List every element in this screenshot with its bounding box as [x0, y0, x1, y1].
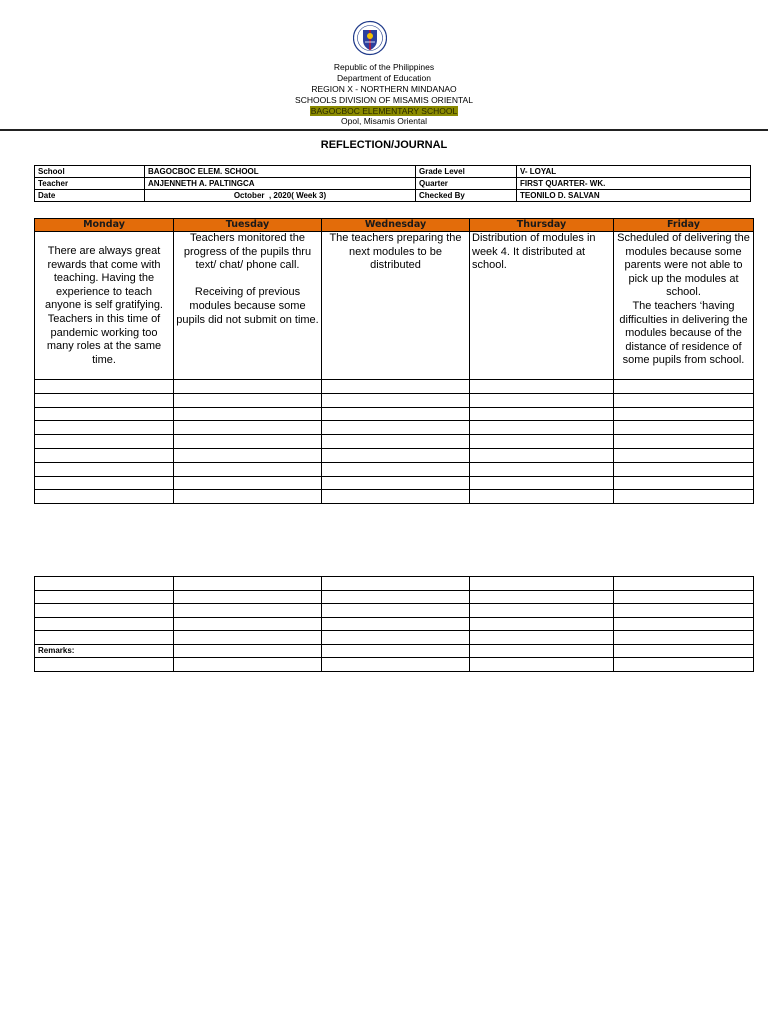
day-header-wednesday: Wednesday — [322, 219, 470, 232]
checked-by-value: TEONILO D. SALVAN — [517, 190, 751, 202]
entry-tuesday: Teachers monitored the progress of the pupils thru text/ chat/ phone call. Receiving of previous modules because some pupils did not submit on time. — [174, 232, 322, 380]
header-republic: Republic of the Philippines — [333, 62, 435, 72]
checked-by-label: Checked By — [416, 190, 517, 202]
remarks-label: Remarks: — [35, 644, 174, 658]
entry-wednesday: The teachers preparing the next modules to be distributed — [322, 232, 470, 380]
header-address: Opol, Misamis Oriental — [341, 116, 427, 126]
entry-thursday: Distribution of modules in week 4. It distributed at school. — [470, 232, 614, 380]
header-department: Department of Education — [336, 73, 432, 83]
header-divider — [0, 129, 768, 131]
day-header-thursday: Thursday — [470, 219, 614, 232]
day-header-tuesday: Tuesday — [174, 219, 322, 232]
table-row — [35, 617, 754, 631]
day-header-monday: Monday — [35, 219, 174, 232]
entry-monday: There are always great rewards that come with teaching. Having the experience to teach anyone is self gratifying. Teachers in this time of pandemic working too many roles at the same time. — [35, 232, 174, 380]
page-title: REFLECTION/JOURNAL — [320, 139, 448, 151]
table-row — [35, 462, 754, 476]
teacher-value: ANJENNETH A. PALTINGCA — [145, 178, 416, 190]
table-row — [35, 490, 754, 504]
school-value: BAGOCBOC ELEM. SCHOOL — [145, 166, 416, 178]
date-label: Date — [35, 190, 145, 202]
table-row — [35, 658, 754, 672]
quarter-label: Quarter — [416, 178, 517, 190]
table-row — [35, 448, 754, 462]
header-division: SCHOOLS DIVISION OF MISAMIS ORIENTAL — [295, 95, 473, 105]
table-row — [35, 435, 754, 449]
header-school-name: BAGOCBOC ELEMENTARY SCHOOL — [310, 106, 458, 116]
table-row — [35, 604, 754, 618]
table-row — [35, 644, 754, 658]
table-row — [35, 393, 754, 407]
day-header-friday: Friday — [614, 219, 754, 232]
grade-value: V- LOYAL — [517, 166, 751, 178]
quarter-value: FIRST QUARTER- WK. — [517, 178, 751, 190]
weekly-journal-table — [34, 218, 754, 504]
grade-label: Grade Level — [416, 166, 517, 178]
table-row — [35, 577, 754, 591]
table-row — [35, 380, 754, 394]
table-row — [35, 590, 754, 604]
teacher-label: Teacher — [35, 178, 145, 190]
entry-friday: Scheduled of delivering the modules because some parents were not able to pick up the modules at school. The teachers ‘having difficulties in delivering the modules because of the distance of residence of some pupils from school. — [614, 232, 754, 380]
table-row — [35, 421, 754, 435]
deped-seal-icon — [353, 20, 387, 58]
date-value: October , 2020( Week 3) — [145, 190, 416, 202]
table-row — [35, 407, 754, 421]
info-table — [34, 165, 751, 202]
table-row — [35, 631, 754, 645]
table-row — [35, 476, 754, 490]
school-label: School — [35, 166, 145, 178]
header-region: REGION X - NORTHERN MINDANAO — [311, 84, 457, 94]
remarks-table — [34, 576, 754, 672]
